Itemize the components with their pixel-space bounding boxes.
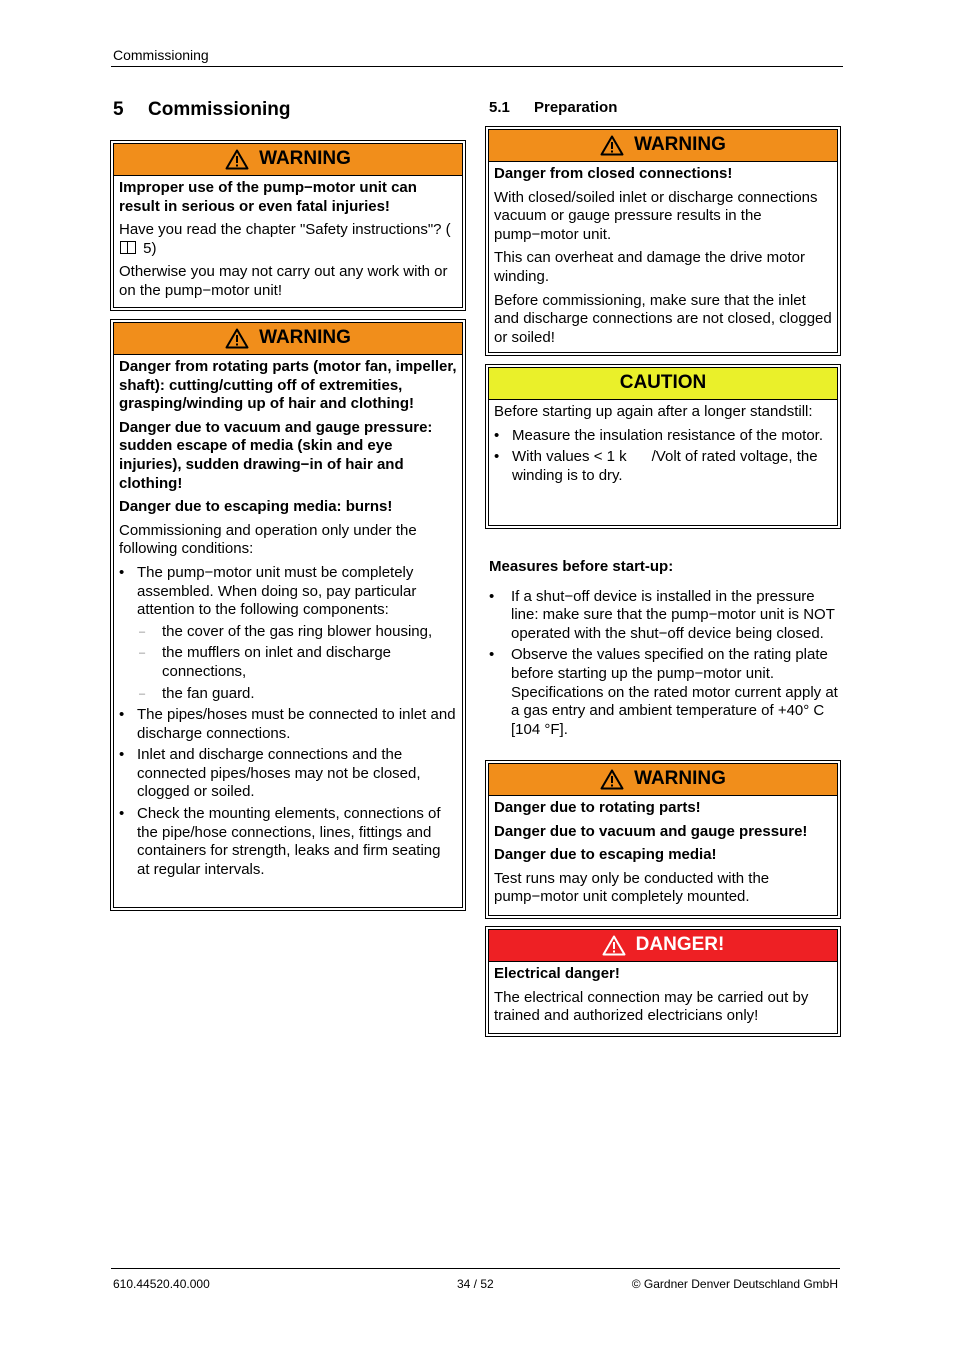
section-title: Commissioning — [148, 99, 291, 120]
caution-list — [494, 427, 832, 486]
danger-bar — [489, 930, 837, 962]
warning-triangle-icon — [600, 769, 624, 790]
subsection-number: 5.1 — [489, 99, 510, 116]
danger-box-electrical — [485, 926, 841, 1037]
header-divider — [111, 66, 843, 67]
warning-text: Commissioning and operation only under the following conditions: — [119, 521, 417, 558]
warning-triangle-icon — [602, 935, 626, 956]
warning-box-test-runs — [485, 760, 841, 919]
component-list — [137, 623, 457, 703]
warning-statement: Danger due to escaping media! — [494, 846, 717, 864]
list-item: – the fan guard. — [137, 685, 457, 704]
danger-statement: Electrical danger! — [494, 965, 620, 982]
caution-text: Before starting up again after a longer standstill: — [494, 403, 813, 420]
warning-statement: Danger due to rotating parts! — [494, 799, 701, 816]
warning-statement: Improper use of the pump−motor unit can result in serious or even fatal injuries! — [119, 179, 417, 215]
caution-label: CAUTION — [619, 372, 707, 394]
warning-box-rotating-parts — [110, 319, 466, 911]
warning-triangle-icon — [225, 328, 249, 349]
caution-bar — [489, 368, 837, 400]
warning-statement: Danger from closed connections! — [494, 165, 733, 182]
section-number: 5 — [113, 99, 124, 120]
caution-box-standstill — [485, 364, 841, 529]
page-number: 34 / 52 — [457, 1277, 494, 1291]
warning-label: WARNING — [634, 768, 726, 790]
list-item: • Measure the insulation resistance of the motor. — [494, 427, 832, 446]
warning-statement: Danger due to escaping media: burns! — [119, 498, 393, 516]
warning-triangle-icon — [225, 149, 249, 170]
warning-text: Have you read the chapter "Safety instructions"? ( 5) — [119, 221, 451, 257]
danger-label: DANGER! — [635, 934, 725, 956]
warning-text: Test runs may only be conducted with the pump−motor unit completely mounted. — [494, 869, 770, 906]
warning-box-improper-use — [110, 140, 466, 311]
list-item: • The pipes/hoses must be connected to inlet and discharge connections. — [119, 706, 457, 743]
measures-list — [489, 588, 839, 740]
warning-text: With closed/soiled inlet or discharge connections vacuum or gauge pressure results in the pump−motor unit. — [494, 188, 818, 243]
warning-bar — [489, 764, 837, 796]
list-item: – the mufflers on inlet and discharge connections, — [137, 644, 457, 681]
section-heading — [113, 98, 291, 122]
list-item: – the cover of the gas ring blower housing, — [137, 623, 457, 642]
warning-label: WARNING — [634, 134, 726, 156]
list-item: • The pump−motor unit must be completely assembled. When doing so, pay particular attention to the following components: – the cover of the gas ring blower housing, – the mufflers on inlet and discharge connections, – the fan guard. — [119, 564, 457, 703]
warning-triangle-icon — [600, 135, 624, 156]
list-item: • If a shut−off device is installed in the pressure line: make sure that the pump−motor unit is NOT operated with the shut−off device being closed. — [489, 588, 839, 644]
doc-number: 610.44520.40.000 — [113, 1277, 210, 1291]
warning-bar — [489, 130, 837, 162]
list-item: • Inlet and discharge connections and the connected pipes/hoses may not be closed, clogged or soiled. — [119, 746, 457, 802]
warning-text: This can overheat and damage the drive motor winding. — [494, 249, 806, 285]
subsection-title: Preparation — [534, 99, 618, 116]
warning-box-closed-connections — [485, 126, 841, 356]
list-item: • Check the mounting elements, connections of the pipe/hose connections, lines, fittings and containers for strength, leaks and firm seating at regular intervals. — [119, 805, 457, 879]
warning-statement: Danger due to vacuum and gauge pressure: sudden escape of media (skin and eye injuries), sudden drawing−in of hair and clothing! — [119, 418, 433, 492]
warning-label: WARNING — [259, 148, 351, 170]
warning-statement: Danger from rotating parts (motor fan, impeller, shaft): cutting/cutting off of extremities, grasping/winding up of hair and clothing! — [119, 358, 457, 413]
warning-bar — [114, 323, 462, 355]
list-item: • With values < 1 k /Volt of rated voltage, the winding is to dry. — [494, 448, 832, 485]
measures-title: Measures before start-up: — [489, 558, 674, 575]
footer-divider — [111, 1268, 840, 1269]
measures-section — [489, 558, 839, 743]
warning-label: WARNING — [259, 327, 351, 349]
list-item: • Observe the values specified on the rating plate before starting up the pump−motor unit. Specifications on the rated motor current apply at a gas entry and ambient temperature of +40° C [104 °F]. — [489, 646, 839, 739]
running-header: Commissioning — [113, 47, 209, 63]
warning-text: Otherwise you may not carry out any work with or on the pump−motor unit! — [119, 263, 448, 299]
condition-list — [119, 564, 457, 880]
warning-statement: Danger due to vacuum and gauge pressure! — [494, 822, 808, 840]
warning-text: Before commissioning, make sure that the inlet and discharge connections are not closed, clogged or soiled! — [494, 291, 832, 346]
copyright: © Gardner Denver Deutschland GmbH — [631, 1277, 838, 1291]
danger-text: The electrical connection may be carried out by trained and authorized electricians only! — [494, 988, 809, 1025]
subsection-heading — [489, 99, 617, 118]
warning-bar — [114, 144, 462, 176]
book-icon — [120, 241, 136, 254]
